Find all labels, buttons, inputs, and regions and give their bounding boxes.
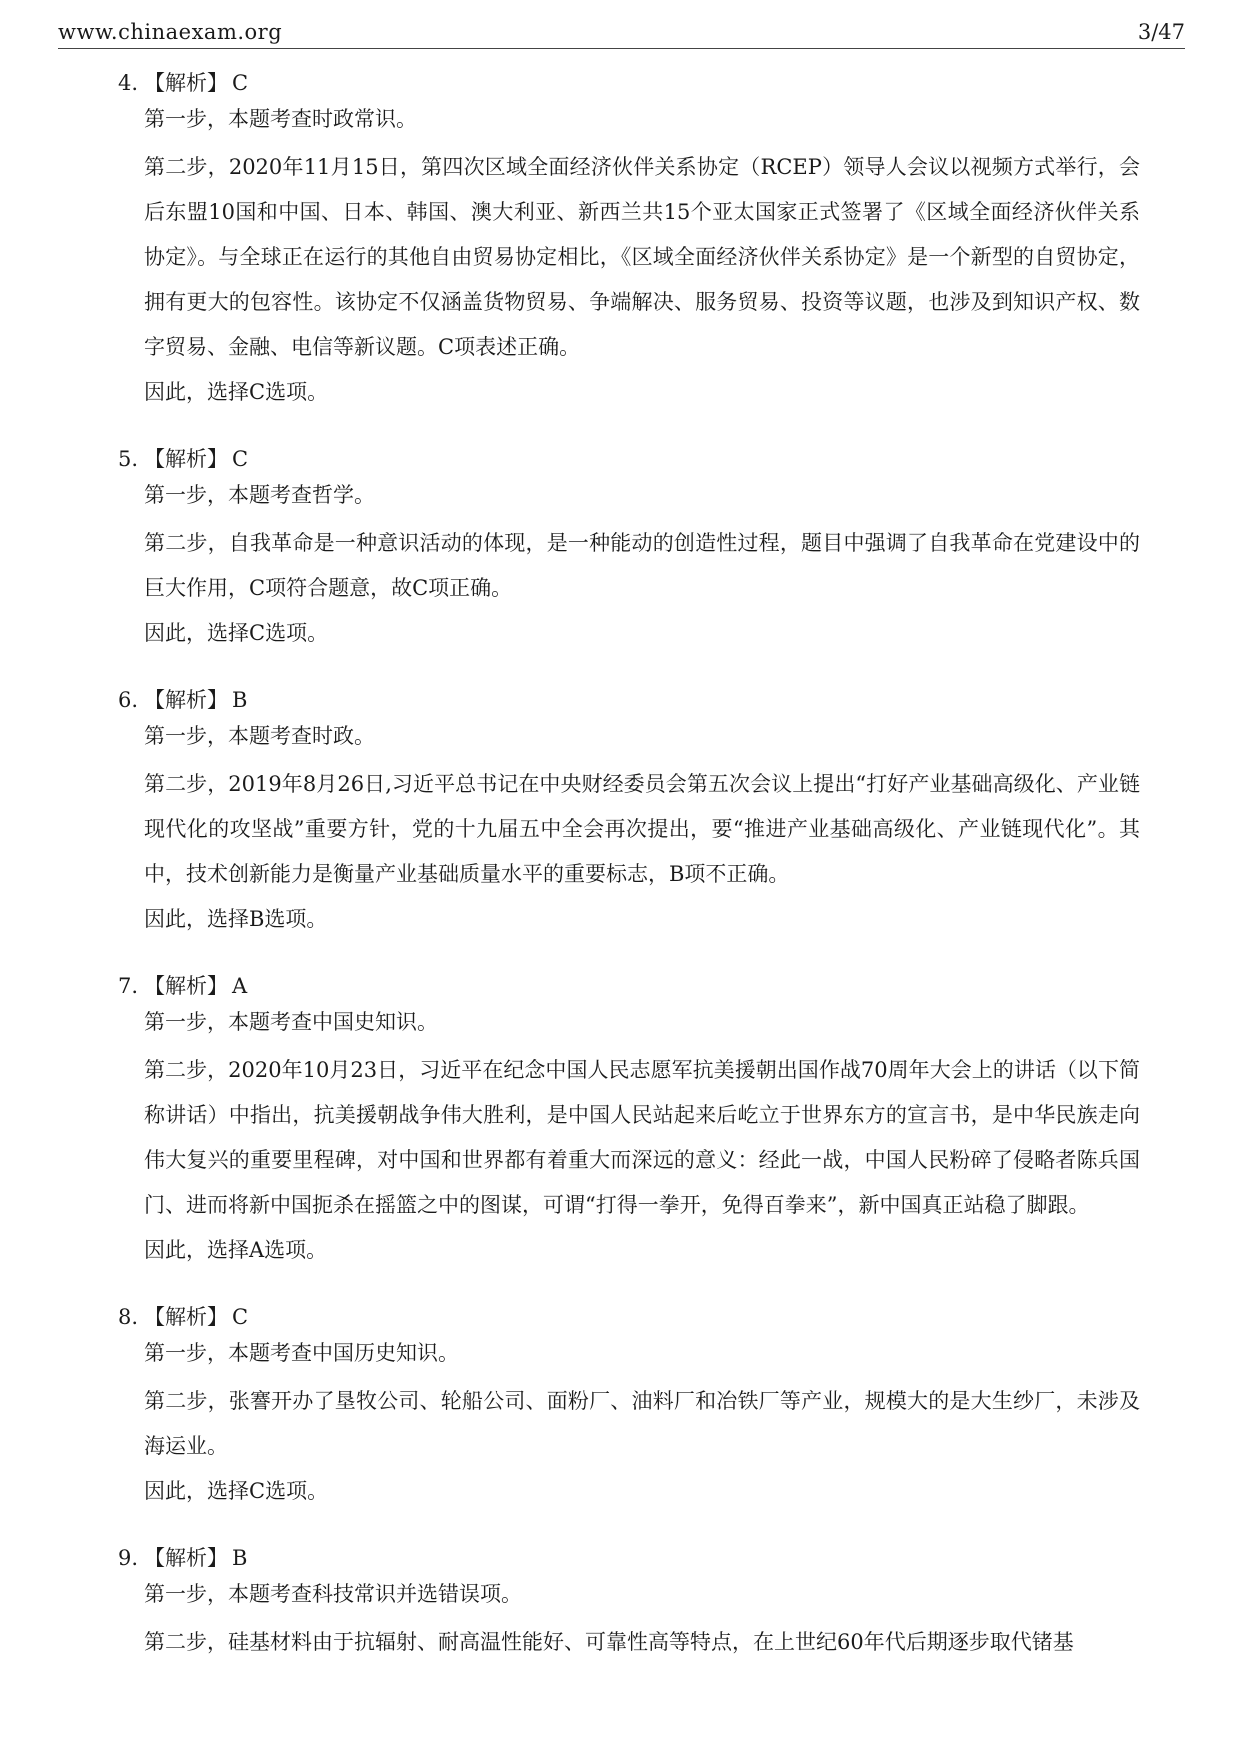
question-heading	[110, 1540, 1140, 1576]
analysis-label: 【解析】	[144, 1546, 228, 1570]
step-two: 第二步，2019年8月26日,习近平总书记在中央财经委员会第五次会议上提出“打好产业基础高级化、产业链现代化的攻坚战”重要方针，党的十九届五中全会再次提出，要“推进产业基础高级化、产业链现代化”。其中，技术创新能力是衡量产业基础质量水平的重要标志，B项不正确。	[144, 772, 1140, 886]
question-number: 7.	[117, 974, 138, 998]
step-one: 第一步，本题考查中国历史知识。	[144, 1341, 459, 1365]
step-one: 第一步，本题考查时政常识。	[144, 107, 417, 131]
answer-explanations	[110, 65, 1140, 1691]
page-number: 3/47	[1137, 20, 1185, 44]
analysis-label: 【解析】	[144, 974, 228, 998]
step-two: 第二步，硅基材料由于抗辐射、耐高温性能好、可靠性高等特点，在上世纪60年代后期逐步取代锗基	[144, 1630, 1074, 1654]
answer-letter: B	[232, 688, 248, 712]
conclusion: 因此，选择C选项。	[144, 621, 329, 645]
question-number: 4.	[117, 71, 138, 95]
step-two: 第二步，自我革命是一种意识活动的体现，是一种能动的创造性过程，题目中强调了自我革命在党建设中的巨大作用，C项符合题意，故C项正确。	[144, 531, 1140, 600]
answer-letter: B	[232, 1546, 248, 1570]
conclusion: 因此，选择B选项。	[144, 907, 328, 931]
question-number: 9.	[117, 1546, 138, 1570]
answer-letter: A	[232, 974, 248, 998]
answer-letter: C	[232, 71, 249, 95]
conclusion: 因此，选择A选项。	[144, 1238, 328, 1262]
question-number: 5.	[117, 447, 138, 471]
conclusion: 因此，选择C选项。	[144, 1479, 329, 1503]
page-header	[58, 18, 1185, 49]
analysis-label: 【解析】	[144, 71, 228, 95]
question-9	[110, 1540, 1140, 1665]
answer-letter: C	[232, 447, 249, 471]
step-one: 第一步，本题考查科技常识并选错误项。	[144, 1582, 522, 1606]
step-two: 第二步，2020年10月23日，习近平在纪念中国人民志愿军抗美援朝出国作战70周年大会上的讲话（以下简称讲话）中指出，抗美援朝战争伟大胜利，是中国人民站起来后屹立于世界东方的宣言书，是中华民族走向伟大复兴的重要里程碑，对中国和世界都有着重大而深远的意义：经此一战，中国人民粉碎了侵略者陈兵国门、进而将新中国扼杀在摇篮之中的图谋，可谓“打得一拳开，免得百拳来”，新中国真正站稳了脚跟。	[144, 1058, 1140, 1217]
question-7	[110, 968, 1140, 1273]
question-heading	[110, 968, 1140, 1004]
answer-letter: C	[232, 1305, 249, 1329]
step-two: 第二步，张謇开办了垦牧公司、轮船公司、面粉厂、油料厂和冶铁厂等产业，规模大的是大生纱厂，未涉及海运业。	[144, 1389, 1140, 1458]
conclusion: 因此，选择C选项。	[144, 380, 329, 404]
analysis-label: 【解析】	[144, 1305, 228, 1329]
step-two: 第二步，2020年11月15日，第四次区域全面经济伙伴关系协定（RCEP）领导人会议以视频方式举行，会后东盟10国和中国、日本、韩国、澳大利亚、新西兰共15个亚太国家正式签署了《区域全面经济伙伴关系协定》。与全球正在运行的其他自由贸易协定相比，《区域全面经济伙伴关系协定》是一个新型的自贸协定，拥有更大的包容性。该协定不仅涵盖货物贸易、争端解决、服务贸易、投资等议题，也涉及到知识产权、数字贸易、金融、电信等新议题。C项表述正确。	[144, 155, 1140, 359]
question-heading	[110, 1299, 1140, 1335]
question-heading	[110, 65, 1140, 101]
question-6	[110, 682, 1140, 942]
analysis-label: 【解析】	[144, 688, 228, 712]
question-8	[110, 1299, 1140, 1514]
question-4	[110, 65, 1140, 415]
question-number: 8.	[117, 1305, 138, 1329]
step-one: 第一步，本题考查哲学。	[144, 483, 375, 507]
analysis-label: 【解析】	[144, 447, 228, 471]
question-heading	[110, 441, 1140, 477]
question-5	[110, 441, 1140, 656]
step-one: 第一步，本题考查中国史知识。	[144, 1010, 438, 1034]
question-heading	[110, 682, 1140, 718]
question-number: 6.	[117, 688, 138, 712]
step-one: 第一步，本题考查时政。	[144, 724, 375, 748]
site-url: www.chinaexam.org	[58, 20, 283, 44]
